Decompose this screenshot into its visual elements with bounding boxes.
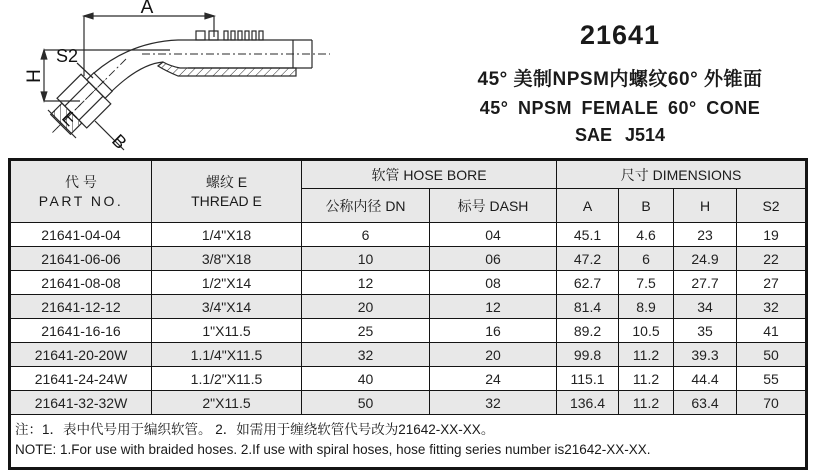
cell-part_no: 21641-08-08 (10, 271, 152, 295)
cell-b: 11.2 (619, 343, 674, 367)
cell-b: 11.2 (619, 391, 674, 415)
cell-thread: 1.1/4"X11.5 (152, 343, 302, 367)
part-series-number: 21641 (579, 20, 661, 50)
cell-thread: 3/8"X18 (152, 247, 302, 271)
standard-reference: SAE J514 (574, 125, 666, 145)
title-block (435, 20, 805, 146)
cell-part_no: 21641-24-24W (10, 367, 152, 391)
cell-b: 4.6 (619, 223, 674, 247)
table-row (10, 391, 807, 415)
cell-dash: 06 (430, 247, 557, 271)
cell-thread: 1.1/2"X11.5 (152, 367, 302, 391)
cell-h: 35 (674, 319, 737, 343)
cell-thread: 1"X11.5 (152, 319, 302, 343)
col-header-thread (152, 160, 302, 223)
table-row (10, 223, 807, 247)
col-group-hose-bore: 软管 HOSE BORE (302, 160, 557, 189)
cell-dash: 08 (430, 271, 557, 295)
cell-h: 34 (674, 295, 737, 319)
cell-s2: 32 (737, 295, 807, 319)
cell-s2: 27 (737, 271, 807, 295)
col-header-b: B (619, 189, 674, 223)
cell-dash: 16 (430, 319, 557, 343)
cell-h: 23 (674, 223, 737, 247)
col-header-s2: S2 (737, 189, 807, 223)
table-row (10, 247, 807, 271)
note-english: NOTE: 1.For use with braided hoses. 2.If use with spiral hoses, hose fitting series number is21642-XX-XX. (15, 442, 651, 458)
cell-part_no: 21641-16-16 (10, 319, 152, 343)
cell-dn: 50 (302, 391, 430, 415)
cell-dash: 12 (430, 295, 557, 319)
cell-dash: 04 (430, 223, 557, 247)
cell-part_no: 21641-04-04 (10, 223, 152, 247)
cell-part_no: 21641-06-06 (10, 247, 152, 271)
col-header-part-no (10, 160, 152, 223)
cell-b: 6 (619, 247, 674, 271)
dim-label-e: E (58, 107, 81, 130)
note-chinese: 注：1．表中代号用于编织软管。 2．如需用于缠绕软管代号改为21642-XX-XX。 (15, 422, 495, 437)
col-header-thread-cn: 螺纹 E (205, 173, 248, 190)
cell-h: 39.3 (674, 343, 737, 367)
cell-b: 8.9 (619, 295, 674, 319)
subtitle-chinese: 45° 美制NPSM内螺纹60° 外锥面 (477, 69, 763, 90)
cell-h: 63.4 (674, 391, 737, 415)
cell-h: 44.4 (674, 367, 737, 391)
cell-s2: 19 (737, 223, 807, 247)
cell-thread: 2"X11.5 (152, 391, 302, 415)
cell-dn: 25 (302, 319, 430, 343)
table-row (10, 319, 807, 343)
table-row (10, 367, 807, 391)
table-row (10, 271, 807, 295)
col-header-a: A (557, 189, 619, 223)
technical-drawing (0, 0, 412, 158)
subtitle-english: 45° NPSM FEMALE 60° CONE (479, 98, 761, 118)
cell-b: 11.2 (619, 367, 674, 391)
cell-s2: 22 (737, 247, 807, 271)
spec-table (8, 158, 808, 470)
table-row (10, 295, 807, 319)
cell-thread: 1/2"X14 (152, 271, 302, 295)
dim-label-s2: S2 (55, 46, 79, 66)
col-header-dash: 标号 DASH (430, 189, 557, 223)
hose-tail (158, 31, 312, 76)
cell-a: 136.4 (557, 391, 619, 415)
cell-dn: 10 (302, 247, 430, 271)
cell-dn: 32 (302, 343, 430, 367)
cell-part_no: 21641-20-20W (10, 343, 152, 367)
cell-h: 27.7 (674, 271, 737, 295)
cell-b: 10.5 (619, 319, 674, 343)
table-body (10, 223, 807, 415)
col-header-thread-en: THREAD E (191, 192, 262, 209)
col-header-part-no-cn: 代 号 (65, 173, 97, 190)
dim-label-b: B (108, 130, 131, 153)
cell-a: 62.7 (557, 271, 619, 295)
cell-s2: 41 (737, 319, 807, 343)
cell-thread: 1/4"X18 (152, 223, 302, 247)
table-row (10, 343, 807, 367)
cell-s2: 55 (737, 367, 807, 391)
cell-s2: 50 (737, 343, 807, 367)
cell-dn: 20 (302, 295, 430, 319)
cell-dash: 20 (430, 343, 557, 367)
cell-h: 24.9 (674, 247, 737, 271)
col-header-part-no-en: PART NO. (38, 192, 124, 209)
cell-a: 89.2 (557, 319, 619, 343)
cell-part_no: 21641-12-12 (10, 295, 152, 319)
col-header-dn: 公称内径 DN (302, 189, 430, 223)
cell-a: 47.2 (557, 247, 619, 271)
cell-part_no: 21641-32-32W (10, 391, 152, 415)
notes-cell (10, 415, 807, 469)
cell-s2: 70 (737, 391, 807, 415)
cell-b: 7.5 (619, 271, 674, 295)
col-header-h: H (674, 189, 737, 223)
cell-a: 45.1 (557, 223, 619, 247)
dim-label-h: H (24, 69, 45, 83)
cell-dash: 24 (430, 367, 557, 391)
cell-thread: 3/4"X14 (152, 295, 302, 319)
col-group-dimensions: 尺寸 DIMENSIONS (557, 160, 807, 189)
cell-a: 99.8 (557, 343, 619, 367)
cell-a: 115.1 (557, 367, 619, 391)
cell-dn: 6 (302, 223, 430, 247)
cell-dn: 40 (302, 367, 430, 391)
cell-dash: 32 (430, 391, 557, 415)
cell-dn: 12 (302, 271, 430, 295)
cell-a: 81.4 (557, 295, 619, 319)
dim-label-a: A (140, 0, 154, 18)
